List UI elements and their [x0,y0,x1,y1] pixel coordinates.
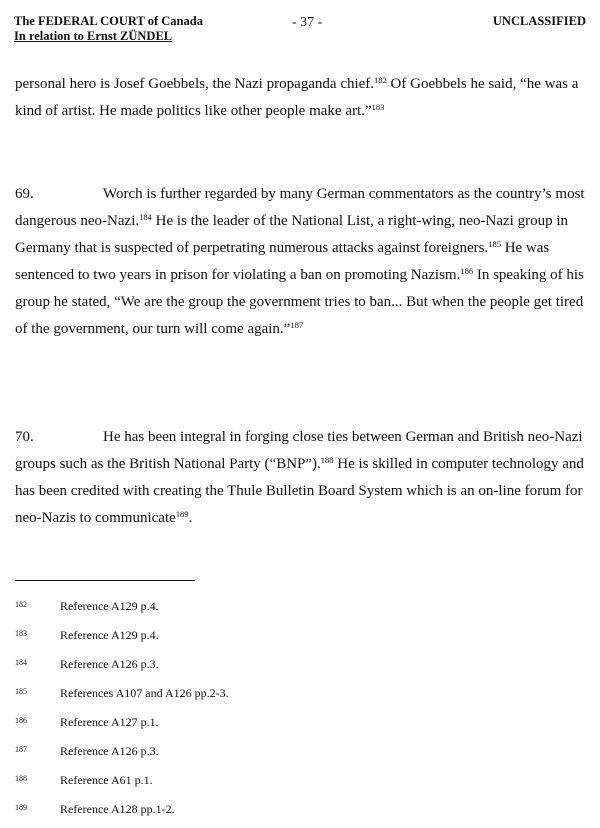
footnote-ref: 184 [139,212,152,222]
paragraph-text: . [188,510,193,526]
page-header [14,14,586,44]
classification-label: UNCLASSIFIED [492,14,586,28]
footnote-text: Reference A129 p.4. [60,628,159,642]
footnote-ref: 189 [175,509,189,519]
footnote-item [15,712,575,741]
paragraph-text: He is skilled in computer technology and has been credited with creating the Thule Bulletin Board System which is an on-line forum for neo-Nazis to communicate [15,456,584,526]
document-title [14,14,203,44]
footnote-text: Reference A61 p.1. [60,773,153,787]
footnote-text: Reference A128 pp.1-2. [60,802,175,816]
footnote-item [15,654,575,683]
footnote-ref: 187 [290,320,304,330]
footnote-text: Reference A126 p.3. [60,744,159,758]
footnote-divider [15,580,195,581]
footnote-item [15,683,575,712]
footnote-ref: 186 [460,266,474,276]
footnote-item [15,596,575,625]
footnote-text: Reference A129 p.4. [60,599,159,613]
footnote-ref: 185 [488,239,501,249]
paragraph-69 [15,181,587,343]
paragraph-text: Of Goebbels he said, “he was a kind of artist. He made politics like other people make art.” [15,76,579,119]
footnote-ref: 183 [371,102,385,112]
footnote-number: 183 [15,629,27,638]
document-title-line1: The FEDERAL COURT of Canada [14,14,203,28]
document-title-line2: In relation to Ernst ZÜNDEL [14,29,173,43]
footnote-text: Reference A126 p.3. [60,657,159,671]
footnote-text: Reference A127 p.1. [60,715,159,729]
footnote-number: 186 [15,716,27,725]
footnote-item [15,625,575,654]
footnote-number: 185 [15,687,27,696]
footnote-number: 188 [15,774,27,783]
paragraph-text: In speaking of his group he stated, “We are the group the government tries to ban... But when the people get tired of the government, our turn will come again.” [15,267,584,337]
paragraph-number: 70. [15,429,34,445]
footnote-text: References A107 and A126 pp.2-3. [60,686,229,700]
footnote-item [15,770,575,799]
footnote-item [15,741,575,770]
footnote-number: 182 [15,600,27,609]
footnote-number: 184 [15,658,27,667]
footnote-number: 187 [15,745,27,754]
footnote-number: 189 [15,803,27,812]
paragraph-70 [15,424,587,532]
paragraph-text: He has been integral in forging close ties between German and British neo-Nazi groups such as the British National Party (“BNP”). [15,429,583,472]
paragraph-text: He was sentenced to two years in prison for violating a ban on promoting Nazism. [15,240,550,283]
paragraph-number: 69. [15,186,34,202]
page-number: - 37 - [292,15,323,30]
paragraph-text: personal hero is Josef Goebbels, the Nazi propaganda chief. [15,76,375,92]
paragraph-text: Worch is further regarded by many German commentators as the country’s most dangerous neo-Nazi. [15,186,585,229]
footnote-ref: 182 [374,75,387,85]
paragraph-text: He is the leader of the National List, a right-wing, neo-Nazi group in Germany that is suspected of perpetrating numerous attacks against foreigners. [15,213,569,256]
footnote-list [15,596,575,828]
paragraph-continuation [15,71,587,125]
footnote-ref: 188 [320,455,334,465]
